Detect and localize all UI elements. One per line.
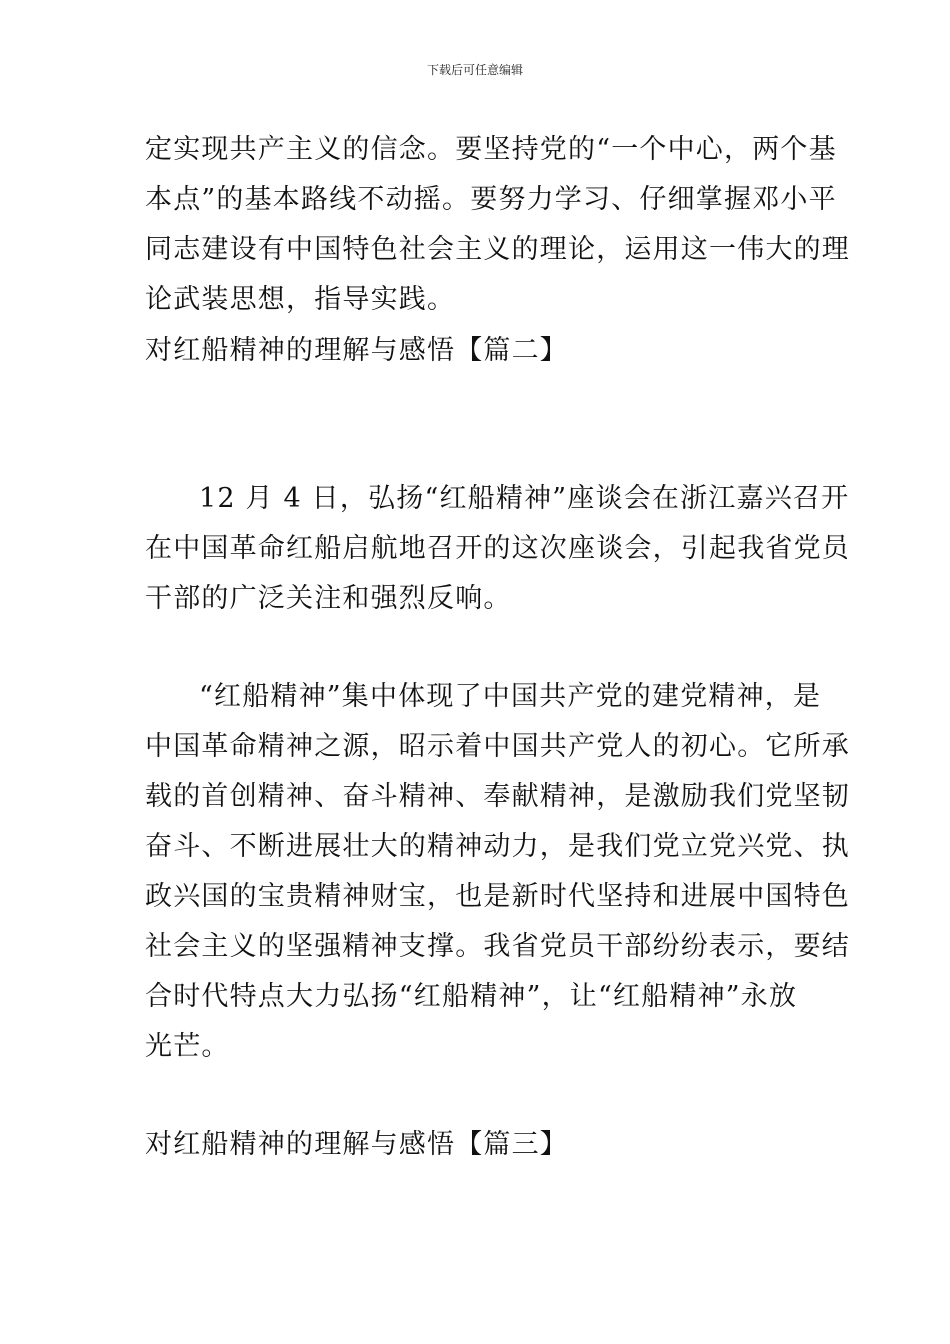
- text-line: 合时代特点大力弘扬“红船精神”，让“红船精神”永放: [145, 981, 798, 1012]
- section-heading-3: 对红船精神的理解与感悟【篇三】: [145, 1129, 568, 1160]
- text-line: 论武装思想，指导实践。: [145, 284, 456, 315]
- text-line: 载的首创精神、奋斗精神、奉献精神，是激励我们党坚韧: [145, 781, 850, 812]
- text-line: 同志建设有中国特色社会主义的理论，运用这一伟大的理: [145, 234, 850, 265]
- text-line: 光芒。: [145, 1031, 230, 1062]
- text-line: 12 月 4 日，弘扬“红船精神”座谈会在浙江嘉兴召开: [199, 483, 850, 514]
- text-line: 政兴国的宝贵精神财宝，也是新时代坚持和进展中国特色: [145, 881, 850, 912]
- text-line: “红船精神”集中体现了中国共产党的建党精神，是: [199, 681, 822, 712]
- section-heading-2: 对红船精神的理解与感悟【篇二】: [145, 335, 568, 366]
- text-line: 本点”的基本路线不动摇。要努力学习、仔细掌握邓小平: [145, 184, 837, 215]
- text-line: 奋斗、不断进展壮大的精神动力，是我们党立党兴党、执: [145, 831, 850, 862]
- text-line: 社会主义的坚强精神支撑。我省党员干部纷纷表示，要结: [145, 931, 850, 962]
- text-line: 定实现共产主义的信念。要坚持党的“一个中心，两个基: [145, 134, 837, 165]
- page-header-note: 下载后可任意编辑: [426, 63, 523, 77]
- text-line: 中国革命精神之源，昭示着中国共产党人的初心。它所承: [145, 731, 850, 762]
- text-line: 干部的广泛关注和强烈反响。: [145, 583, 512, 614]
- text-line: 在中国革命红船启航地召开的这次座谈会，引起我省党员: [145, 533, 850, 564]
